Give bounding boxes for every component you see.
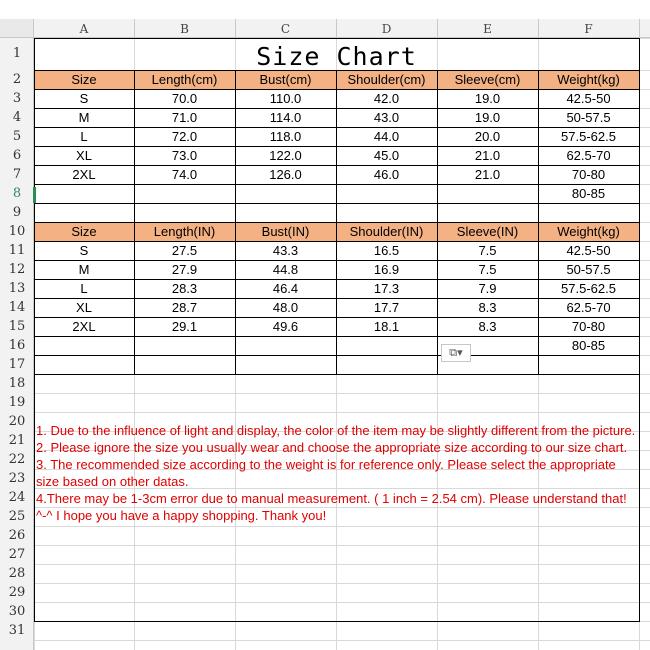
- in_table-cell[interactable]: 62.5-70: [566, 300, 611, 315]
- in_table-cell[interactable]: 80-85: [571, 338, 606, 353]
- row-header-28[interactable]: 28: [8, 566, 26, 581]
- row-header-23[interactable]: 23: [8, 471, 26, 486]
- cm_table-cell[interactable]: 62.5-70: [566, 148, 611, 163]
- cm_table-cell[interactable]: 122.0: [269, 148, 302, 163]
- cm_table-cell[interactable]: [34, 184, 134, 203]
- gridline: [34, 640, 650, 641]
- row-header-10[interactable]: 10: [8, 224, 26, 239]
- in_table-cell[interactable]: 49.6: [272, 319, 299, 334]
- row-header-1[interactable]: 1: [12, 46, 22, 61]
- cm_table-cell[interactable]: 80-85: [571, 186, 606, 201]
- in_table-cell[interactable]: 42.5-50: [566, 243, 611, 258]
- in_table-cell[interactable]: 28.7: [171, 300, 198, 315]
- in_table-cell[interactable]: 29.1: [171, 319, 198, 334]
- in_table-cell[interactable]: 43.3: [272, 243, 299, 258]
- in_table-cell[interactable]: 8.3: [478, 300, 497, 315]
- cm_table-header-cell[interactable]: Weight(kg): [557, 72, 620, 87]
- row-header-3[interactable]: 3: [12, 91, 22, 106]
- column-header-D[interactable]: D: [381, 22, 392, 36]
- row-header-13[interactable]: 13: [8, 281, 26, 296]
- row-header-8[interactable]: 8: [12, 186, 22, 201]
- column-separator[interactable]: [639, 19, 640, 38]
- cm_table-header-cell[interactable]: Sleeve(cm): [454, 72, 521, 87]
- row-header-4[interactable]: 4: [12, 110, 22, 125]
- row-header-2[interactable]: 2: [12, 72, 22, 87]
- cm_table-cell[interactable]: L: [80, 129, 88, 144]
- in_table-cell[interactable]: XL: [76, 300, 92, 315]
- row-header-21[interactable]: 21: [8, 433, 26, 448]
- in_table-cell[interactable]: 7.9: [478, 281, 497, 296]
- cm_table-cell[interactable]: 2XL: [72, 167, 96, 182]
- note-3: 3. The recommended size according to the weight is for reference only. Please select the appropriate size based on other datas.: [36, 457, 616, 489]
- column-header-C[interactable]: C: [280, 22, 291, 36]
- in_table-cell[interactable]: 18.1: [373, 319, 400, 334]
- cm_table-cell[interactable]: 43.0: [373, 110, 400, 125]
- cm_table-cell[interactable]: 21.0: [474, 148, 501, 163]
- in_table-cell[interactable]: 16.5: [373, 243, 400, 258]
- in_table-header-cell[interactable]: Shoulder(IN): [349, 224, 424, 239]
- row-header-30[interactable]: 30: [8, 604, 26, 619]
- cm_table-cell[interactable]: XL: [76, 148, 92, 163]
- row-header-11[interactable]: 11: [8, 243, 26, 258]
- cm_table-header-cell[interactable]: Size: [71, 72, 97, 87]
- in_table-cell[interactable]: 28.3: [171, 281, 198, 296]
- note-2: 2. Please ignore the size you usually wear and choose the appropriate size according to our size chart.: [36, 440, 628, 455]
- row-header-7[interactable]: 7: [12, 167, 22, 182]
- table-border: [34, 374, 640, 375]
- cm_table-header-cell[interactable]: Bust(cm): [259, 72, 312, 87]
- active-cell-indicator: [33, 187, 36, 203]
- in_table-header-cell[interactable]: Weight(kg): [557, 224, 620, 239]
- cm_table-cell[interactable]: 19.0: [474, 91, 501, 106]
- gridline: [34, 412, 650, 413]
- cm_table-cell[interactable]: 126.0: [269, 167, 302, 182]
- column-header-F[interactable]: F: [584, 22, 593, 36]
- row-header-24[interactable]: 24: [8, 490, 26, 505]
- gridline: [34, 545, 650, 546]
- in_table-cell[interactable]: 44.8: [272, 262, 299, 277]
- cm_table-cell[interactable]: 19.0: [474, 110, 501, 125]
- in_table-cell[interactable]: 46.4: [272, 281, 299, 296]
- notes-block[interactable]: [36, 422, 636, 524]
- row-header-15[interactable]: 15: [8, 319, 26, 334]
- row-header-5[interactable]: 5: [12, 129, 22, 144]
- in_table-header-cell[interactable]: Size: [71, 224, 97, 239]
- gridline: [34, 526, 650, 527]
- cm_table-cell[interactable]: 114.0: [269, 110, 302, 125]
- row-header-22[interactable]: 22: [8, 452, 26, 467]
- in_table-cell[interactable]: 2XL: [72, 319, 96, 334]
- row-header-19[interactable]: 19: [8, 395, 26, 410]
- cm_table-cell[interactable]: 73.0: [171, 148, 198, 163]
- row-header-6[interactable]: 6: [12, 148, 22, 163]
- cm_table-header-cell[interactable]: Length(cm): [151, 72, 218, 87]
- cm_table-cell[interactable]: [235, 184, 336, 203]
- table-border: [639, 70, 640, 374]
- table-border: [639, 374, 640, 621]
- in_table-cell[interactable]: [34, 336, 134, 355]
- table-border: [34, 203, 640, 204]
- column-header-E[interactable]: E: [483, 22, 492, 36]
- row-header-27[interactable]: 27: [8, 547, 26, 562]
- in_table-cell[interactable]: 7.5: [478, 262, 497, 277]
- in_table-cell[interactable]: 16.9: [373, 262, 400, 277]
- in_table-header-cell[interactable]: Length(IN): [153, 224, 216, 239]
- column-header-B[interactable]: B: [180, 22, 189, 36]
- row-header-31[interactable]: 31: [8, 623, 26, 638]
- cm_table-cell[interactable]: 57.5-62.5: [561, 129, 616, 144]
- in_table-cell[interactable]: 7.5: [478, 243, 497, 258]
- row-header-16[interactable]: 16: [8, 338, 26, 353]
- cm_table-cell[interactable]: [437, 184, 538, 203]
- row-header-12[interactable]: 12: [8, 262, 26, 277]
- in_table-cell[interactable]: [134, 336, 235, 355]
- table-border: [34, 355, 640, 356]
- cm_table-cell[interactable]: M: [78, 110, 90, 125]
- in_table-cell[interactable]: 27.5: [171, 243, 198, 258]
- in_table-cell[interactable]: L: [80, 281, 88, 296]
- note-1: 1. Due to the influence of light and display, the color of the item may be slightly different from the picture.: [36, 423, 636, 438]
- table-border: [639, 38, 640, 70]
- cm_table-cell[interactable]: 50-57.5: [566, 110, 611, 125]
- table-border: [34, 38, 640, 39]
- gridline: [34, 602, 650, 603]
- cm_table-cell[interactable]: 45.0: [373, 148, 400, 163]
- row-header-20[interactable]: 20: [8, 414, 26, 429]
- in_table-cell[interactable]: 50-57.5: [566, 262, 611, 277]
- cm_table-cell[interactable]: 42.5-50: [566, 91, 611, 106]
- table-border: [34, 374, 35, 621]
- cm_table-cell[interactable]: 20.0: [474, 129, 501, 144]
- note-4: 4.There may be 1-3cm error due to manual measurement. ( 1 inch = 2.54 cm). Please understand that!: [36, 491, 627, 506]
- row-header-18[interactable]: 18: [8, 376, 26, 391]
- row-header-29[interactable]: 29: [8, 585, 26, 600]
- row-header-25[interactable]: 25: [8, 509, 26, 524]
- cm_table-cell[interactable]: 74.0: [171, 167, 198, 182]
- in_table-cell[interactable]: 27.9: [171, 262, 198, 277]
- in_table-cell[interactable]: S: [79, 243, 89, 258]
- sheet-title[interactable]: Size Chart: [256, 42, 417, 71]
- cm_table-cell[interactable]: 118.0: [269, 129, 302, 144]
- cm_table-header-cell[interactable]: Shoulder(cm): [347, 72, 426, 87]
- cm_table-cell[interactable]: [336, 184, 437, 203]
- in_table-cell[interactable]: 57.5-62.5: [561, 281, 616, 296]
- cm_table-cell[interactable]: 72.0: [171, 129, 198, 144]
- note-5: ^-^ I hope you have a happy shopping. Thank you!: [36, 508, 327, 523]
- cm_table-cell[interactable]: 70-80: [571, 167, 606, 182]
- in_table-cell[interactable]: 17.7: [373, 300, 400, 315]
- row-header-26[interactable]: 26: [8, 528, 26, 543]
- in_table-header-cell[interactable]: Bust(IN): [261, 224, 310, 239]
- cm_table-cell[interactable]: 70.0: [171, 91, 198, 106]
- row-header-14[interactable]: 14: [8, 300, 26, 315]
- cm_table-cell[interactable]: 110.0: [269, 91, 302, 106]
- cm_table-cell[interactable]: S: [79, 91, 89, 106]
- gridline: [34, 564, 650, 565]
- gridline: [34, 393, 650, 394]
- column-header-A[interactable]: A: [79, 22, 89, 36]
- cm_table-cell[interactable]: 71.0: [171, 110, 198, 125]
- in_table-cell[interactable]: [235, 336, 336, 355]
- gridline: [34, 583, 650, 584]
- table-border: [34, 621, 640, 622]
- cm_table-cell[interactable]: 42.0: [373, 91, 400, 106]
- in_table-cell[interactable]: M: [78, 262, 90, 277]
- cm_table-cell[interactable]: 21.0: [474, 167, 501, 182]
- cm_table-cell[interactable]: [134, 184, 235, 203]
- in_table-cell[interactable]: 17.3: [373, 281, 400, 296]
- row-header-17[interactable]: 17: [8, 357, 26, 372]
- row-header-9[interactable]: 9: [12, 205, 22, 220]
- in_table-header-cell[interactable]: Sleeve(IN): [456, 224, 519, 239]
- cm_table-cell[interactable]: 44.0: [373, 129, 400, 144]
- paste-options-icon[interactable]: ⧉▾: [441, 344, 471, 362]
- in_table-cell[interactable]: [336, 336, 437, 355]
- in_table-cell[interactable]: 70-80: [571, 319, 606, 334]
- in_table-cell[interactable]: 8.3: [478, 319, 497, 334]
- in_table-cell[interactable]: 48.0: [272, 300, 299, 315]
- select-all-corner[interactable]: [0, 19, 34, 38]
- cm_table-cell[interactable]: 46.0: [373, 167, 400, 182]
